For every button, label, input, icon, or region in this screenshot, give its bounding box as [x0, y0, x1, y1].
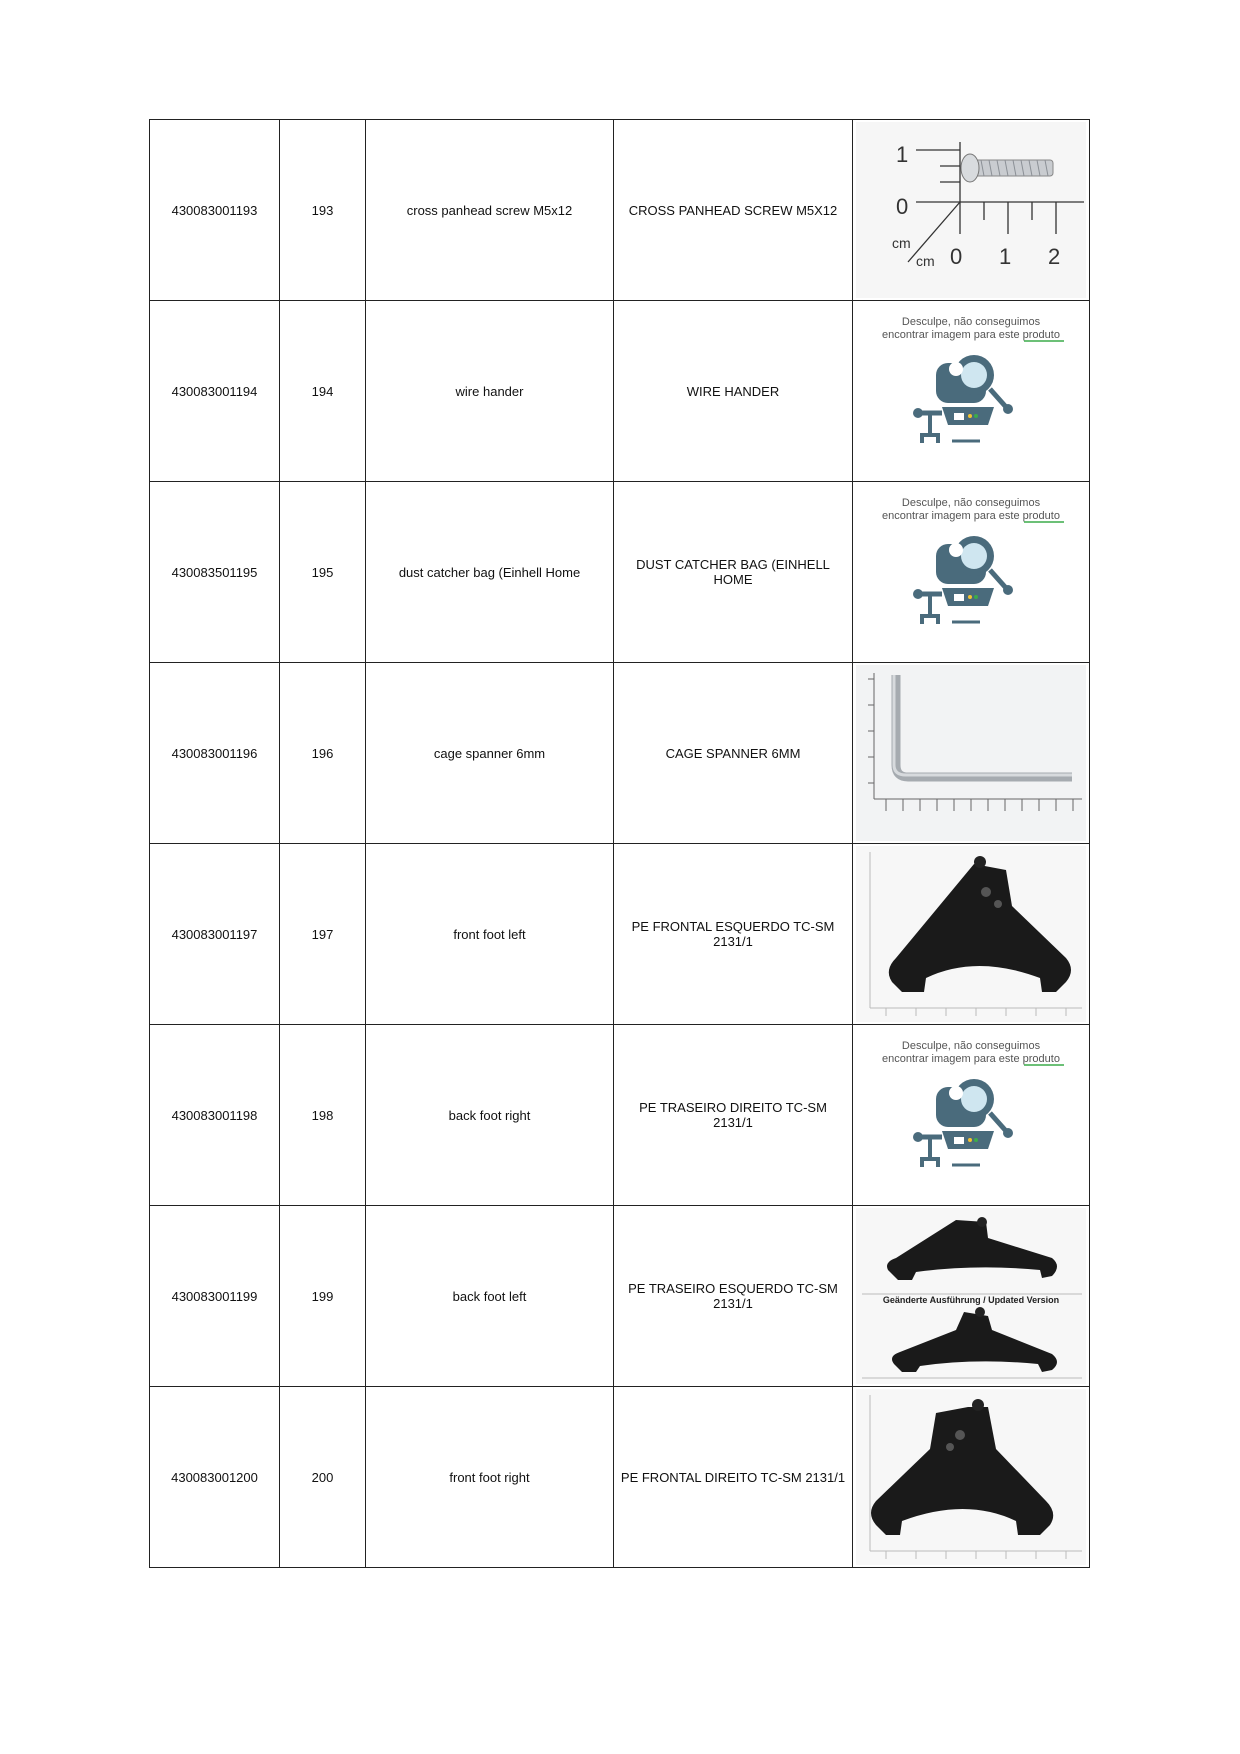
part-image-cell	[853, 1025, 1090, 1206]
svg-text:encontrar imagem para este pro	[882, 1053, 1060, 1065]
position-number: 198	[280, 1025, 366, 1206]
ruler-label-0: 0	[950, 244, 963, 269]
position-number: 199	[280, 1206, 366, 1387]
part-image-cell	[853, 1387, 1090, 1568]
position-number: 200	[280, 1387, 366, 1568]
part-name-en: back foot right	[366, 1025, 614, 1206]
table-row	[150, 663, 1090, 844]
placeholder-highlight: produto	[1022, 1053, 1060, 1065]
placeholder-line2: encontrar imagem para este	[882, 329, 1023, 341]
article-number: 430083501195	[150, 482, 280, 663]
placeholder-line1: Desculpe, não conseguimos	[901, 1040, 1041, 1052]
screw-photo	[856, 122, 1086, 298]
position-number: 194	[280, 301, 366, 482]
part-image-cell	[853, 1206, 1090, 1387]
part-name-pt: CROSS PANHEAD SCREW M5X12	[614, 120, 853, 301]
part-name-pt: PE FRONTAL DIREITO TC-SM 2131/1	[614, 1387, 853, 1568]
no-image-placeholder	[856, 484, 1086, 660]
position-number: 195	[280, 482, 366, 663]
part-name-pt: WIRE HANDER	[614, 301, 853, 482]
article-number: 430083001200	[150, 1387, 280, 1568]
part-image-cell	[853, 301, 1090, 482]
ruler-label-2: 2	[1048, 244, 1061, 269]
part-name-pt: DUST CATCHER BAG (EINHELL HOME	[614, 482, 853, 663]
placeholder-line2: encontrar imagem para este	[882, 1053, 1023, 1065]
table-row	[150, 120, 1090, 301]
position-number: 196	[280, 663, 366, 844]
part-name-en: front foot left	[366, 844, 614, 1025]
part-name-pt: PE FRONTAL ESQUERDO TC-SM 2131/1	[614, 844, 853, 1025]
ruler-label-0-vertical: 0	[896, 194, 909, 219]
svg-text:encontrar imagem para este pro	[882, 510, 1060, 522]
part-name-pt: PE TRASEIRO DIREITO TC-SM 2131/1	[614, 1025, 853, 1206]
article-number: 430083001194	[150, 301, 280, 482]
position-number: 197	[280, 844, 366, 1025]
table-row	[150, 844, 1090, 1025]
part-name-en: back foot left	[366, 1206, 614, 1387]
article-number: 430083001196	[150, 663, 280, 844]
ruler-label-1: 1	[896, 142, 909, 167]
placeholder-line1: Desculpe, não conseguimos	[901, 497, 1041, 509]
part-name-en: cage spanner 6mm	[366, 663, 614, 844]
table-row	[150, 301, 1090, 482]
table-row	[150, 482, 1090, 663]
no-image-placeholder	[856, 303, 1086, 479]
part-name-en: dust catcher bag (Einhell Home	[366, 482, 614, 663]
article-number: 430083001198	[150, 1025, 280, 1206]
table-row	[150, 1387, 1090, 1568]
svg-text:encontrar imagem para este pro	[882, 329, 1060, 341]
part-image-cell	[853, 663, 1090, 844]
part-image-cell	[853, 482, 1090, 663]
position-number: 193	[280, 120, 366, 301]
placeholder-line2: encontrar imagem para este	[882, 510, 1023, 522]
foot-photo	[856, 846, 1086, 1022]
foot-double-photo	[856, 1208, 1086, 1384]
allen-key-photo	[856, 665, 1086, 841]
ruler-unit-horizontal: cm	[916, 253, 935, 269]
part-name-en: wire hander	[366, 301, 614, 482]
article-number: 430083001193	[150, 120, 280, 301]
ruler-label-1-horizontal: 1	[999, 244, 1012, 269]
placeholder-highlight: produto	[1022, 329, 1060, 341]
article-number: 430083001197	[150, 844, 280, 1025]
part-image-cell	[853, 120, 1090, 301]
article-number: 430083001199	[150, 1206, 280, 1387]
part-name-en: front foot right	[366, 1387, 614, 1568]
table-row	[150, 1206, 1090, 1387]
parts-table	[149, 119, 1090, 1568]
ruler-unit-vertical: cm	[892, 235, 911, 251]
updated-version-caption: Geänderte Ausführung / Updated Version	[882, 1295, 1060, 1305]
foot-photo	[856, 1389, 1086, 1565]
part-name-en: cross panhead screw M5x12	[366, 120, 614, 301]
part-name-pt: CAGE SPANNER 6MM	[614, 663, 853, 844]
table-row	[150, 1025, 1090, 1206]
part-image-cell	[853, 844, 1090, 1025]
placeholder-highlight: produto	[1022, 510, 1060, 522]
part-name-pt: PE TRASEIRO ESQUERDO TC-SM 2131/1	[614, 1206, 853, 1387]
placeholder-line1: Desculpe, não conseguimos	[901, 316, 1041, 328]
no-image-placeholder	[856, 1027, 1086, 1203]
